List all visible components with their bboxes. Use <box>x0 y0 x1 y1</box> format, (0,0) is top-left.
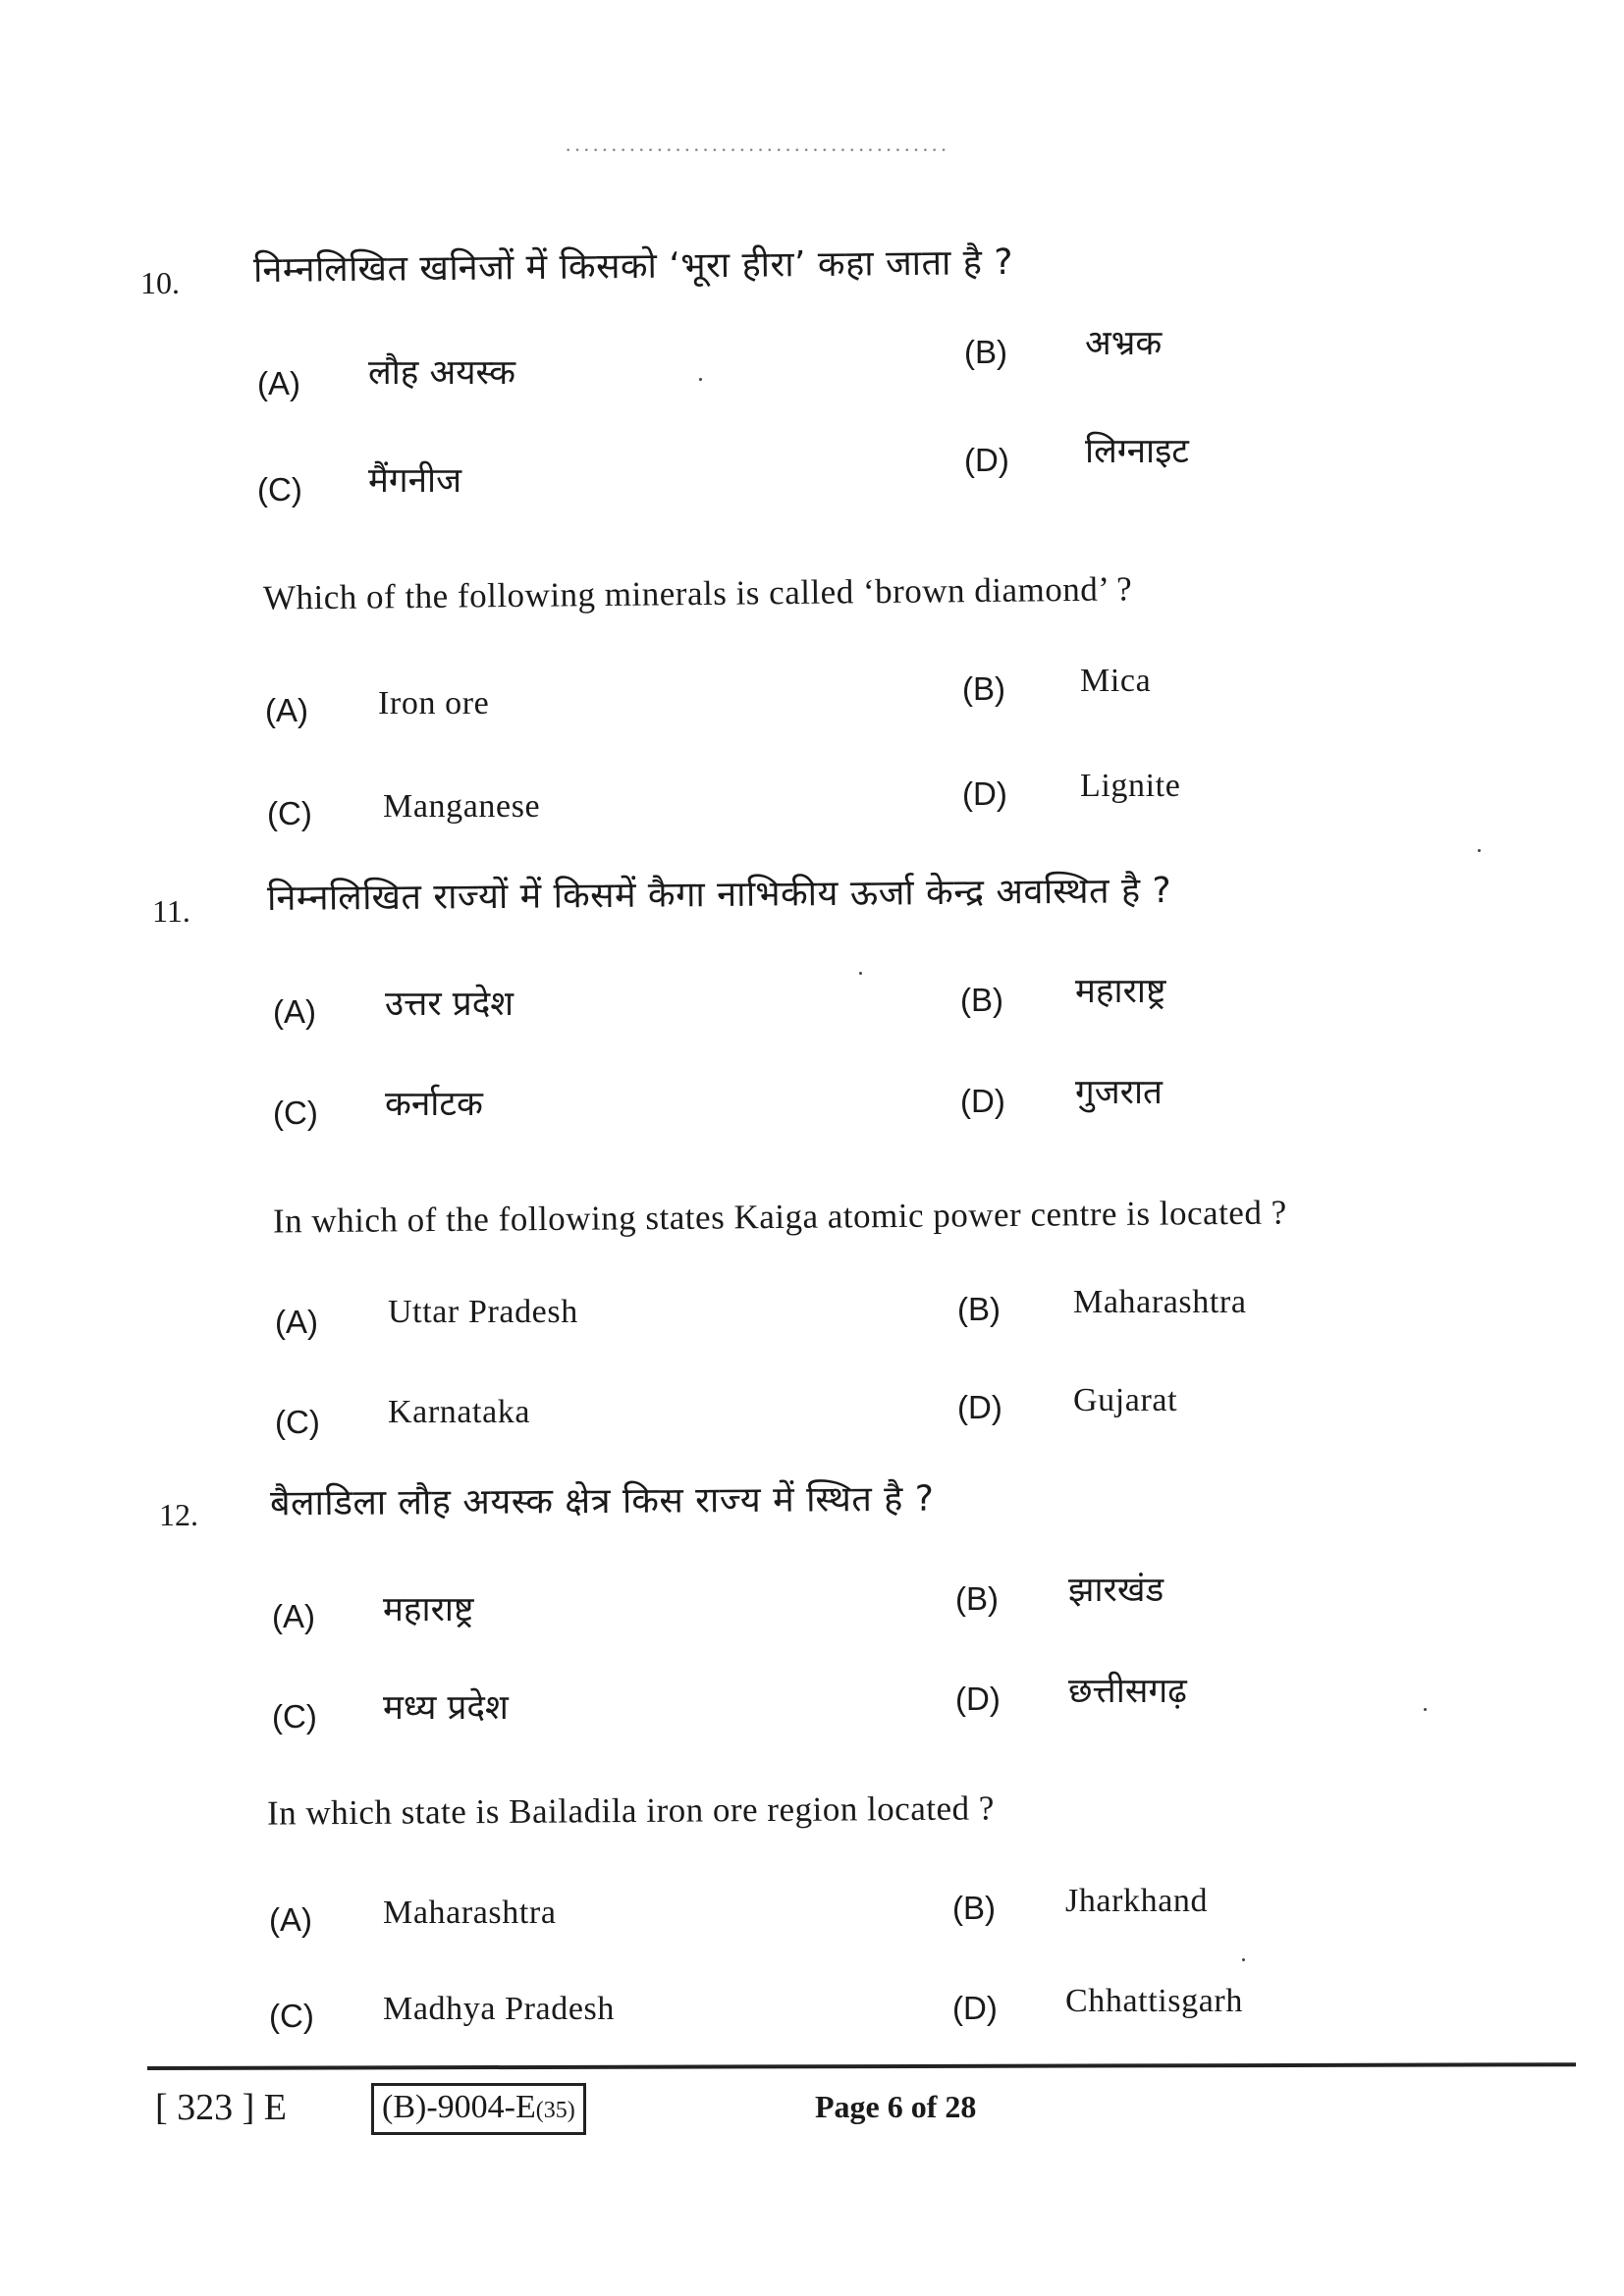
header-watermark: ·········································· <box>565 137 949 162</box>
option-label: (A) <box>257 365 300 401</box>
option-label: (B) <box>955 1580 999 1617</box>
question-number: 10. <box>140 265 180 300</box>
scan-speck <box>859 972 862 975</box>
option-text: कर्नाटक <box>385 1085 483 1124</box>
question-text-hindi: निम्नलिखित राज्यों में किसमें कैगा नाभिकीय ऊर्जा केन्द्र अवस्थित है ? <box>266 870 1172 920</box>
paper-code-box <box>371 2083 586 2135</box>
option-label: (B) <box>962 670 1005 707</box>
option-label: (B) <box>952 1890 996 1926</box>
option-text: उत्तर प्रदेश <box>385 985 514 1024</box>
paper-number: [ 323 ] E <box>155 2087 288 2128</box>
option-text: Uttar Pradesh <box>388 1294 578 1330</box>
scan-speck <box>1242 1958 1245 1961</box>
option-text: Madhya Pradesh <box>383 1991 615 2027</box>
option-label: (C) <box>269 1998 314 2034</box>
option-label: (C) <box>273 1095 318 1131</box>
question-text-hindi: निम्नलिखित खनिजों में किसको ‘भूरा हीरा’ कहा जाता है ? <box>252 241 1014 292</box>
option-label: (C) <box>257 471 302 507</box>
option-label: (D) <box>952 1990 998 2026</box>
option-label: (B) <box>960 982 1003 1018</box>
question-text-hindi: बैलाडिला लौह अयस्क क्षेत्र किस राज्य में स्थित है ? <box>269 1478 935 1524</box>
option-label: (D) <box>957 1389 1002 1425</box>
option-text: Iron ore <box>378 685 490 721</box>
option-label: (D) <box>962 775 1007 812</box>
footer-divider <box>147 2062 1576 2070</box>
option-text: Chhattisgarh <box>1065 1983 1243 2019</box>
option-label: (A) <box>272 1598 315 1634</box>
option-text: लिग्नाइट <box>1085 432 1189 471</box>
question-text-english: In which state is Bailadila iron ore region located ? <box>266 1789 995 1833</box>
option-text: गुजरात <box>1075 1073 1164 1112</box>
option-text: महाराष्ट्र <box>1075 972 1166 1011</box>
question-text-english: In which of the following states Kaiga atomic power centre is located ? <box>272 1193 1287 1241</box>
option-label: (C) <box>272 1698 317 1735</box>
option-text: मैंगनीज <box>368 461 462 501</box>
option-text: Manganese <box>383 788 541 825</box>
page-number: Page 6 of 28 <box>815 2089 977 2124</box>
option-text: Maharashtra <box>1073 1284 1247 1320</box>
option-label: (B) <box>957 1291 1001 1327</box>
option-label: (C) <box>275 1404 320 1440</box>
option-label: (D) <box>955 1681 1001 1717</box>
option-text: Maharashtra <box>383 1895 557 1931</box>
option-text: लौह अयस्क <box>368 353 516 393</box>
question-number: 12. <box>159 1497 198 1532</box>
option-text: महाराष्ट्र <box>383 1590 474 1629</box>
option-label: (D) <box>964 442 1009 478</box>
option-text: छत्तीसगढ़ <box>1068 1672 1187 1711</box>
option-label: (D) <box>960 1083 1005 1119</box>
option-text: अभ्रक <box>1085 324 1163 363</box>
option-label: (A) <box>269 1901 312 1938</box>
option-label: (A) <box>265 692 308 728</box>
option-label: (A) <box>273 993 316 1030</box>
option-label: (A) <box>275 1304 318 1340</box>
question-number: 11. <box>152 893 190 929</box>
paper-code: (B)-9004-E <box>382 2089 536 2125</box>
option-text: मध्य प्रदेश <box>383 1688 509 1728</box>
paper-code-suffix: (35) <box>535 2098 575 2123</box>
option-text: Mica <box>1080 663 1152 699</box>
option-text: Karnataka <box>388 1394 531 1430</box>
option-text: Gujarat <box>1073 1382 1178 1418</box>
option-text: झारखंड <box>1068 1571 1164 1610</box>
option-text: Jharkhand <box>1065 1883 1209 1919</box>
option-text: Lignite <box>1080 768 1181 804</box>
option-label: (C) <box>267 795 312 831</box>
option-label: (B) <box>964 334 1007 370</box>
scan-speck <box>699 378 702 381</box>
scan-speck <box>1424 1708 1427 1711</box>
question-text-english: Which of the following minerals is called ‘brown diamond’ ? <box>262 569 1133 617</box>
scan-speck <box>1478 849 1481 852</box>
